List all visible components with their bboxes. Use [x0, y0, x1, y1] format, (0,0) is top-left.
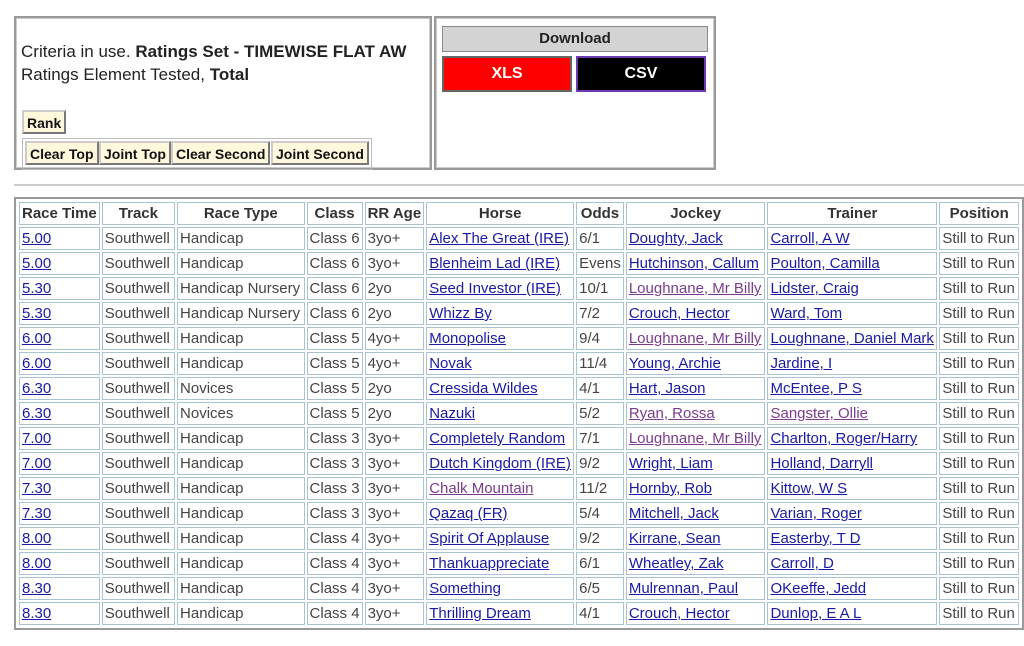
- race-type-cell: Handicap Nursery: [177, 277, 305, 300]
- trainer-cell: [767, 277, 937, 300]
- race-time-cell: [19, 477, 100, 500]
- trainer-link[interactable]: Poulton, Camilla: [770, 255, 880, 272]
- xls-download-button[interactable]: XLS: [442, 56, 572, 92]
- position-cell: Still to Run: [939, 227, 1019, 250]
- class-cell: Class 3: [307, 427, 363, 450]
- trainer-link[interactable]: Holland, Darryll: [770, 455, 874, 472]
- horse-cell: [426, 602, 574, 625]
- horse-cell: [426, 527, 574, 550]
- header-class: Class: [307, 202, 363, 225]
- race-time-link[interactable]: 6.00: [22, 330, 52, 347]
- track-cell: Southwell: [102, 277, 175, 300]
- ratings-set: Ratings Set - TIMEWISE FLAT AW: [135, 42, 407, 61]
- trainer-cell: [767, 452, 937, 475]
- jockey-link[interactable]: Crouch, Hector: [628, 305, 730, 322]
- table-row: [19, 277, 1019, 300]
- position-cell: Still to Run: [939, 302, 1019, 325]
- rr-age-cell: 2yo: [365, 402, 425, 425]
- jockey-cell: [626, 602, 766, 625]
- race-time-link[interactable]: 5.30: [22, 280, 52, 297]
- race-type-cell: Handicap: [177, 252, 305, 275]
- jockey-link[interactable]: Mulrennan, Paul: [628, 580, 739, 597]
- horse-link[interactable]: Monopolise: [429, 330, 506, 347]
- horse-cell: [426, 352, 574, 375]
- trainer-link[interactable]: Varian, Roger: [770, 505, 862, 522]
- race-type-cell: Handicap: [177, 227, 305, 250]
- odds-cell: Evens: [576, 252, 624, 275]
- horse-cell: [426, 252, 574, 275]
- trainer-link[interactable]: Ward, Tom: [770, 305, 843, 322]
- download-title: Download: [442, 26, 708, 52]
- position-cell: Still to Run: [939, 552, 1019, 575]
- odds-cell: 5/2: [576, 402, 624, 425]
- table-row: [19, 352, 1019, 375]
- trainer-cell: [767, 252, 937, 275]
- race-type-cell: Handicap: [177, 577, 305, 600]
- jockey-cell: [626, 502, 766, 525]
- criteria-box: [14, 16, 432, 170]
- horse-link[interactable]: Seed Investor (IRE): [429, 280, 561, 297]
- jockey-cell: [626, 277, 766, 300]
- horse-link[interactable]: Thrilling Dream: [429, 605, 531, 622]
- trainer-cell: [767, 602, 937, 625]
- race-type-cell: Handicap: [177, 602, 305, 625]
- horse-link[interactable]: Nazuki: [429, 405, 476, 422]
- horse-cell: [426, 577, 574, 600]
- position-cell: Still to Run: [939, 327, 1019, 350]
- rr-age-cell: 3yo+: [365, 577, 425, 600]
- horse-cell: [426, 377, 574, 400]
- track-cell: Southwell: [102, 552, 175, 575]
- trainer-cell: [767, 502, 937, 525]
- race-type-cell: Handicap Nursery: [177, 302, 305, 325]
- race-type-cell: Handicap: [177, 352, 305, 375]
- table-row: [19, 527, 1019, 550]
- divider: [14, 184, 1024, 186]
- horse-link[interactable]: Qazaq (FR): [429, 505, 508, 522]
- class-cell: Class 6: [307, 277, 363, 300]
- race-type-cell: Novices: [177, 377, 305, 400]
- csv-download-button[interactable]: CSV: [576, 56, 706, 92]
- jockey-link[interactable]: Wright, Liam: [628, 455, 713, 472]
- class-cell: Class 3: [307, 477, 363, 500]
- position-cell: Still to Run: [939, 402, 1019, 425]
- race-time-link[interactable]: 5.00: [22, 230, 52, 247]
- rr-age-cell: 3yo+: [365, 252, 425, 275]
- race-time-link[interactable]: 7.00: [22, 455, 52, 472]
- track-cell: Southwell: [102, 327, 175, 350]
- trainer-link[interactable]: Dunlop, E A L: [770, 605, 862, 622]
- race-time-cell: [19, 227, 100, 250]
- table-row: [19, 227, 1019, 250]
- rr-age-cell: 2yo: [365, 302, 425, 325]
- jockey-link[interactable]: Loughnane, Mr Billy: [628, 430, 762, 447]
- horse-cell: [426, 402, 574, 425]
- jockey-link[interactable]: Wheatley, Zak: [628, 555, 724, 572]
- horse-link[interactable]: Blenheim Lad (IRE): [429, 255, 561, 272]
- track-cell: Southwell: [102, 302, 175, 325]
- odds-cell: 9/4: [576, 327, 624, 350]
- header-rr-age: RR Age: [365, 202, 425, 225]
- race-time-link[interactable]: 6.30: [22, 380, 52, 397]
- trainer-link[interactable]: Carroll, A W: [770, 230, 850, 247]
- track-cell: Southwell: [102, 502, 175, 525]
- trainer-cell: [767, 377, 937, 400]
- track-cell: Southwell: [102, 577, 175, 600]
- trainer-cell: [767, 577, 937, 600]
- trainer-cell: [767, 402, 937, 425]
- table-header-row: [19, 202, 1019, 225]
- race-type-cell: Handicap: [177, 527, 305, 550]
- results-table-body: [19, 227, 1019, 625]
- trainer-link[interactable]: Charlton, Roger/Harry: [770, 430, 918, 447]
- track-cell: Southwell: [102, 477, 175, 500]
- race-time-link[interactable]: 7.30: [22, 505, 52, 522]
- horse-link[interactable]: Cressida Wildes: [429, 380, 538, 397]
- jockey-cell: [626, 377, 766, 400]
- horse-cell: [426, 327, 574, 350]
- joint-top-button[interactable]: Joint Top: [99, 141, 171, 165]
- jockey-link[interactable]: Hart, Jason: [628, 380, 706, 397]
- trainer-link[interactable]: Lidster, Craig: [770, 280, 859, 297]
- jockey-link[interactable]: Doughty, Jack: [628, 230, 723, 247]
- track-cell: Southwell: [102, 402, 175, 425]
- jockey-cell: [626, 477, 766, 500]
- clear-top-button[interactable]: Clear Top: [25, 141, 99, 165]
- class-cell: Class 5: [307, 327, 363, 350]
- track-cell: Southwell: [102, 227, 175, 250]
- rr-age-cell: 4yo+: [365, 327, 425, 350]
- table-row: [19, 327, 1019, 350]
- race-time-cell: [19, 252, 100, 275]
- class-cell: Class 6: [307, 302, 363, 325]
- position-cell: Still to Run: [939, 352, 1019, 375]
- race-time-link[interactable]: 6.30: [22, 405, 52, 422]
- horse-link[interactable]: Novak: [429, 355, 472, 372]
- class-cell: Class 5: [307, 352, 363, 375]
- trainer-link[interactable]: Jardine, I: [770, 355, 833, 372]
- trainer-link[interactable]: Loughnane, Daniel Mark: [770, 330, 934, 347]
- trainer-link[interactable]: Easterby, T D: [770, 530, 861, 547]
- class-cell: Class 5: [307, 402, 363, 425]
- odds-cell: 7/2: [576, 302, 624, 325]
- position-cell: Still to Run: [939, 427, 1019, 450]
- horse-cell: [426, 302, 574, 325]
- jockey-link[interactable]: Hornby, Rob: [628, 480, 712, 497]
- track-cell: Southwell: [102, 377, 175, 400]
- trainer-cell: [767, 427, 937, 450]
- track-cell: Southwell: [102, 427, 175, 450]
- jockey-link[interactable]: Hutchinson, Callum: [628, 255, 759, 272]
- horse-link[interactable]: Chalk Mountain: [429, 480, 534, 497]
- trainer-cell: [767, 302, 937, 325]
- race-type-cell: Novices: [177, 402, 305, 425]
- jockey-cell: [626, 327, 766, 350]
- jockey-link[interactable]: Ryan, Rossa: [628, 405, 715, 422]
- jockey-cell: [626, 577, 766, 600]
- race-time-cell: [19, 277, 100, 300]
- rr-age-cell: 3yo+: [365, 477, 425, 500]
- horse-cell: [426, 552, 574, 575]
- horse-cell: [426, 502, 574, 525]
- trainer-cell: [767, 552, 937, 575]
- race-time-link[interactable]: 5.30: [22, 305, 52, 322]
- race-time-cell: [19, 402, 100, 425]
- header-race-time: Race Time: [19, 202, 100, 225]
- horse-cell: [426, 452, 574, 475]
- trainer-link[interactable]: OKeeffe, Jedd: [770, 580, 867, 597]
- class-cell: Class 6: [307, 227, 363, 250]
- race-type-cell: Handicap: [177, 452, 305, 475]
- odds-cell: 9/2: [576, 527, 624, 550]
- jockey-cell: [626, 402, 766, 425]
- rr-age-cell: 3yo+: [365, 502, 425, 525]
- jockey-cell: [626, 302, 766, 325]
- horse-cell: [426, 277, 574, 300]
- horse-link[interactable]: Completely Random: [429, 430, 566, 447]
- position-cell: Still to Run: [939, 577, 1019, 600]
- position-cell: Still to Run: [939, 252, 1019, 275]
- header-jockey: Jockey: [626, 202, 766, 225]
- horse-link[interactable]: Whizz By: [429, 305, 492, 322]
- header-race-type: Race Type: [177, 202, 305, 225]
- rr-age-cell: 3yo+: [365, 427, 425, 450]
- header-track: Track: [102, 202, 175, 225]
- table-row: [19, 377, 1019, 400]
- jockey-link[interactable]: Loughnane, Mr Billy: [628, 330, 762, 347]
- rr-age-cell: 2yo: [365, 277, 425, 300]
- results-table-wrap: [14, 197, 1024, 630]
- race-time-cell: [19, 577, 100, 600]
- odds-cell: 6/1: [576, 552, 624, 575]
- race-type-cell: Handicap: [177, 427, 305, 450]
- jockey-cell: [626, 527, 766, 550]
- rr-age-cell: 4yo+: [365, 352, 425, 375]
- race-time-cell: [19, 327, 100, 350]
- rr-age-cell: 3yo+: [365, 227, 425, 250]
- horse-link[interactable]: Spirit Of Applause: [429, 530, 550, 547]
- jockey-cell: [626, 352, 766, 375]
- class-cell: Class 6: [307, 252, 363, 275]
- odds-cell: 11/4: [576, 352, 624, 375]
- download-box: [434, 16, 716, 170]
- race-time-link[interactable]: 8.00: [22, 555, 52, 572]
- jockey-link[interactable]: Young, Archie: [628, 355, 721, 372]
- horse-link[interactable]: Thankuappreciate: [429, 555, 550, 572]
- criteria-prefix: Criteria in use.: [21, 42, 131, 61]
- race-time-cell: [19, 502, 100, 525]
- race-time-link[interactable]: 8.00: [22, 530, 52, 547]
- odds-cell: 6/1: [576, 227, 624, 250]
- race-type-cell: Handicap: [177, 502, 305, 525]
- race-time-cell: [19, 427, 100, 450]
- trainer-cell: [767, 327, 937, 350]
- position-cell: Still to Run: [939, 452, 1019, 475]
- race-time-cell: [19, 602, 100, 625]
- jockey-link[interactable]: Kirrane, Sean: [628, 530, 721, 547]
- class-cell: Class 3: [307, 502, 363, 525]
- jockey-cell: [626, 227, 766, 250]
- horse-link[interactable]: Something: [429, 580, 501, 597]
- trainer-link[interactable]: McEntee, P S: [770, 380, 862, 397]
- criteria-text: [21, 40, 406, 86]
- race-time-cell: [19, 302, 100, 325]
- race-time-link[interactable]: 7.30: [22, 480, 52, 497]
- race-time-cell: [19, 352, 100, 375]
- trainer-link[interactable]: Carroll, D: [770, 555, 834, 572]
- table-row: [19, 477, 1019, 500]
- horse-link[interactable]: Alex The Great (IRE): [429, 230, 569, 247]
- table-row: [19, 602, 1019, 625]
- rr-age-cell: 3yo+: [365, 552, 425, 575]
- trainer-cell: [767, 352, 937, 375]
- rr-age-cell: 3yo+: [365, 452, 425, 475]
- class-cell: Class 5: [307, 377, 363, 400]
- jockey-link[interactable]: Loughnane, Mr Billy: [628, 280, 762, 297]
- table-row: [19, 427, 1019, 450]
- position-cell: Still to Run: [939, 377, 1019, 400]
- odds-cell: 11/2: [576, 477, 624, 500]
- class-cell: Class 4: [307, 577, 363, 600]
- table-row: [19, 502, 1019, 525]
- track-cell: Southwell: [102, 252, 175, 275]
- table-row: [19, 577, 1019, 600]
- joint-second-button[interactable]: Joint Second: [271, 141, 369, 165]
- position-cell: Still to Run: [939, 277, 1019, 300]
- trainer-cell: [767, 227, 937, 250]
- jockey-cell: [626, 427, 766, 450]
- table-row: [19, 302, 1019, 325]
- ratings-element: Total: [209, 65, 250, 84]
- track-cell: Southwell: [102, 602, 175, 625]
- horse-cell: [426, 477, 574, 500]
- trainer-cell: [767, 477, 937, 500]
- header-odds: Odds: [576, 202, 624, 225]
- track-cell: Southwell: [102, 452, 175, 475]
- trainer-link[interactable]: Sangster, Ollie: [770, 405, 869, 422]
- jockey-cell: [626, 252, 766, 275]
- rr-age-cell: 3yo+: [365, 527, 425, 550]
- odds-cell: 9/2: [576, 452, 624, 475]
- table-row: [19, 452, 1019, 475]
- horse-cell: [426, 427, 574, 450]
- race-time-link[interactable]: 6.00: [22, 355, 52, 372]
- race-time-link[interactable]: 7.00: [22, 430, 52, 447]
- track-cell: Southwell: [102, 352, 175, 375]
- position-cell: Still to Run: [939, 477, 1019, 500]
- trainer-cell: [767, 527, 937, 550]
- race-time-cell: [19, 527, 100, 550]
- jockey-link[interactable]: Crouch, Hector: [628, 605, 730, 622]
- odds-cell: 5/4: [576, 502, 624, 525]
- track-cell: Southwell: [102, 527, 175, 550]
- race-time-link[interactable]: 8.30: [22, 580, 52, 597]
- position-cell: Still to Run: [939, 502, 1019, 525]
- header-horse: Horse: [426, 202, 574, 225]
- position-cell: Still to Run: [939, 602, 1019, 625]
- table-row: [19, 252, 1019, 275]
- race-type-cell: Handicap: [177, 477, 305, 500]
- race-time-link[interactable]: 5.00: [22, 255, 52, 272]
- horse-cell: [426, 227, 574, 250]
- odds-cell: 4/1: [576, 602, 624, 625]
- table-row: [19, 402, 1019, 425]
- trainer-link[interactable]: Kittow, W S: [770, 480, 848, 497]
- element-prefix: Ratings Element Tested,: [21, 65, 205, 84]
- rr-age-cell: 2yo: [365, 377, 425, 400]
- odds-cell: 7/1: [576, 427, 624, 450]
- jockey-cell: [626, 552, 766, 575]
- race-time-cell: [19, 452, 100, 475]
- class-cell: Class 4: [307, 602, 363, 625]
- class-cell: Class 3: [307, 452, 363, 475]
- table-row: [19, 552, 1019, 575]
- header-position: Position: [939, 202, 1019, 225]
- clear-second-button[interactable]: Clear Second: [171, 141, 270, 165]
- odds-cell: 4/1: [576, 377, 624, 400]
- class-cell: Class 4: [307, 552, 363, 575]
- odds-cell: 10/1: [576, 277, 624, 300]
- position-cell: Still to Run: [939, 527, 1019, 550]
- race-type-cell: Handicap: [177, 552, 305, 575]
- results-table: [17, 200, 1021, 627]
- rr-age-cell: 3yo+: [365, 602, 425, 625]
- position-filter-group: [22, 138, 372, 170]
- race-type-cell: Handicap: [177, 327, 305, 350]
- horse-link[interactable]: Dutch Kingdom (IRE): [429, 455, 571, 472]
- header-trainer: Trainer: [767, 202, 937, 225]
- jockey-cell: [626, 452, 766, 475]
- jockey-link[interactable]: Mitchell, Jack: [628, 505, 719, 522]
- odds-cell: 6/5: [576, 577, 624, 600]
- class-cell: Class 4: [307, 527, 363, 550]
- race-time-cell: [19, 377, 100, 400]
- race-time-link[interactable]: 8.30: [22, 605, 52, 622]
- rank-button[interactable]: Rank: [22, 110, 66, 134]
- race-time-cell: [19, 552, 100, 575]
